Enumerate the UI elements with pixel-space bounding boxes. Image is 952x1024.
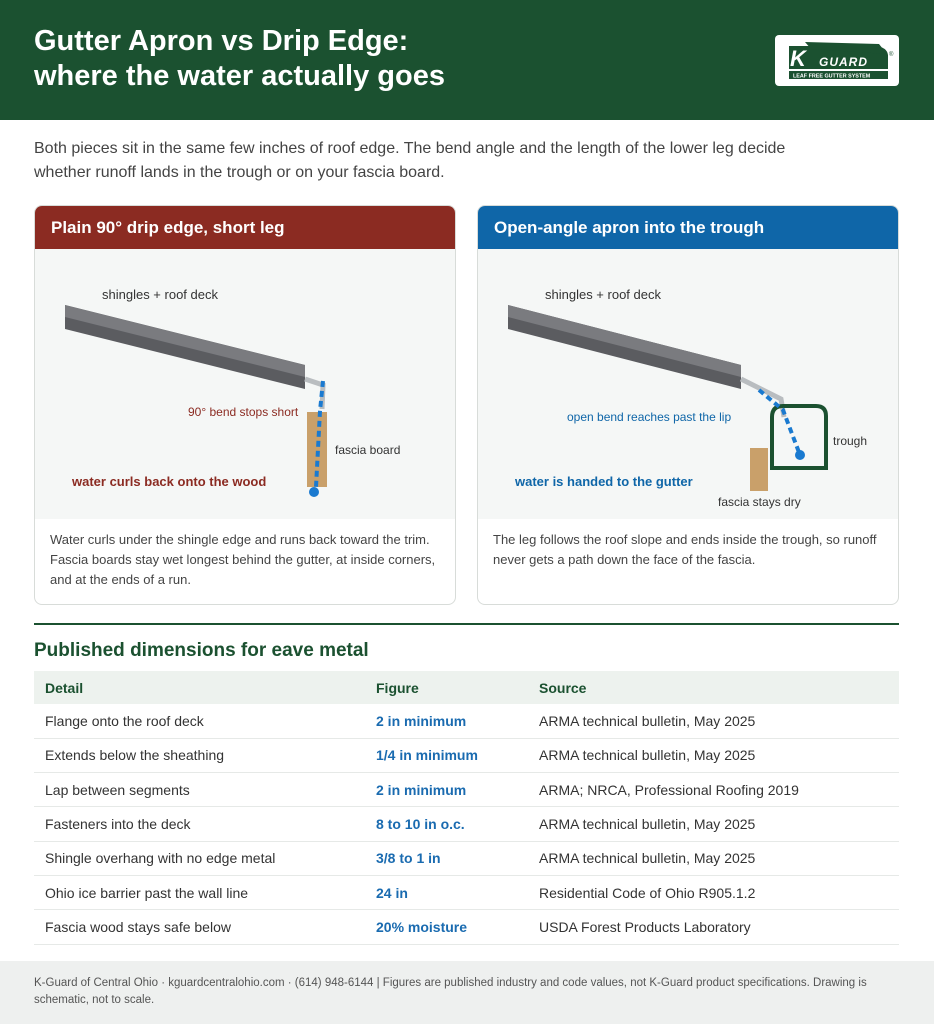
cell-detail: Lap between segments	[34, 773, 365, 807]
label-fascia: fascia board	[335, 443, 401, 457]
card-drip-edge	[34, 205, 456, 605]
table-row	[34, 704, 899, 738]
card-gutter-apron	[477, 205, 899, 605]
cell-figure: 2 in minimum	[365, 773, 528, 807]
page-title-line1: Gutter Apron vs Drip Edge:	[34, 25, 409, 57]
table-header-row	[34, 671, 899, 704]
dimensions-table	[34, 671, 899, 945]
cell-detail: Shingle overhang with no edge metal	[34, 841, 365, 875]
cell-source: ARMA technical bulletin, May 2025	[528, 738, 899, 772]
cell-detail: Fasteners into the deck	[34, 807, 365, 841]
label-result: water is handed to the gutter	[515, 474, 693, 489]
cell-figure: 20% moisture	[365, 910, 528, 944]
label-roof: shingles + roof deck	[545, 287, 661, 302]
cell-source: ARMA technical bulletin, May 2025	[528, 704, 899, 738]
cell-detail: Ohio ice barrier past the wall line	[34, 875, 365, 909]
logo-brand: GUARD	[819, 55, 868, 69]
footer	[0, 961, 934, 1024]
logo-registered: ®	[889, 52, 894, 58]
page-title	[34, 24, 445, 94]
drip-edge-diagram	[35, 249, 455, 519]
cell-detail: Fascia wood stays safe below	[34, 910, 365, 944]
cell-source: Residential Code of Ohio R905.1.2	[528, 875, 899, 909]
card-gutter-apron-title: Open-angle apron into the trough	[478, 206, 898, 249]
section-divider	[34, 623, 899, 625]
table-row	[34, 841, 899, 875]
dimensions-title: Published dimensions for eave metal	[34, 640, 369, 661]
cell-figure: 1/4 in minimum	[365, 738, 528, 772]
logo-initial: K	[790, 46, 806, 71]
footer-text: K-Guard of Central Ohio · kguardcentralohio.com · (614) 948-6144 | Figures are published industry and code values, not K-Guard product specifications. Drawing is schematic, not to scale.	[34, 977, 867, 1006]
label-roof: shingles + roof deck	[102, 287, 218, 302]
table-row	[34, 910, 899, 944]
cell-figure: 2 in minimum	[365, 704, 528, 738]
cell-source: ARMA technical bulletin, May 2025	[528, 807, 899, 841]
intro-text: Both pieces sit in the same few inches of roof edge. The bend angle and the length of the lower leg decide whether runoff lands in the trough or on your fascia board.	[34, 140, 786, 181]
label-bend: 90° bend stops short	[188, 405, 299, 419]
label-trough: trough	[833, 434, 868, 448]
header-banner	[0, 0, 934, 120]
cell-source: ARMA; NRCA, Professional Roofing 2019	[528, 773, 899, 807]
card-drip-edge-title: Plain 90° drip edge, short leg	[35, 206, 455, 249]
logo-tagline: LEAF FREE GUTTER SYSTEM	[793, 73, 871, 80]
label-result: water curls back onto the wood	[72, 474, 267, 489]
table-row	[34, 738, 899, 772]
gutter-apron-diagram	[478, 249, 898, 519]
cell-source: USDA Forest Products Laboratory	[528, 910, 899, 944]
kguard-logo[interactable]	[775, 35, 899, 86]
water-drop	[795, 450, 805, 460]
page-title-line2: where the water actually goes	[34, 60, 445, 92]
cell-figure: 24 in	[365, 875, 528, 909]
card-drip-edge-text: Water curls under the shingle edge and runs back toward the trim. Fascia boards stay wet longest behind the gutter, at inside corners, and at the ends of a run.	[50, 532, 436, 587]
cell-detail: Flange onto the roof deck	[34, 704, 365, 738]
apron-metal	[741, 379, 784, 417]
card-gutter-apron-text: The leg follows the roof slope and ends inside the trough, so runoff never gets a path down the face of the fascia.	[493, 532, 877, 567]
label-fascia: fascia stays dry	[718, 495, 801, 509]
cell-source: ARMA technical bulletin, May 2025	[528, 841, 899, 875]
cell-detail: Extends below the sheathing	[34, 738, 365, 772]
column-header-figure: Figure	[365, 671, 528, 704]
water-drop	[309, 487, 319, 497]
table-row	[34, 875, 899, 909]
cell-figure: 8 to 10 in o.c.	[365, 807, 528, 841]
fascia-board	[750, 448, 768, 491]
kguard-logo-mark	[775, 35, 899, 86]
column-header-source: Source	[528, 671, 899, 704]
cell-figure: 3/8 to 1 in	[365, 841, 528, 875]
table-row	[34, 807, 899, 841]
column-header-detail: Detail	[34, 671, 365, 704]
label-bend: open bend reaches past the lip	[567, 410, 732, 424]
table-row	[34, 773, 899, 807]
